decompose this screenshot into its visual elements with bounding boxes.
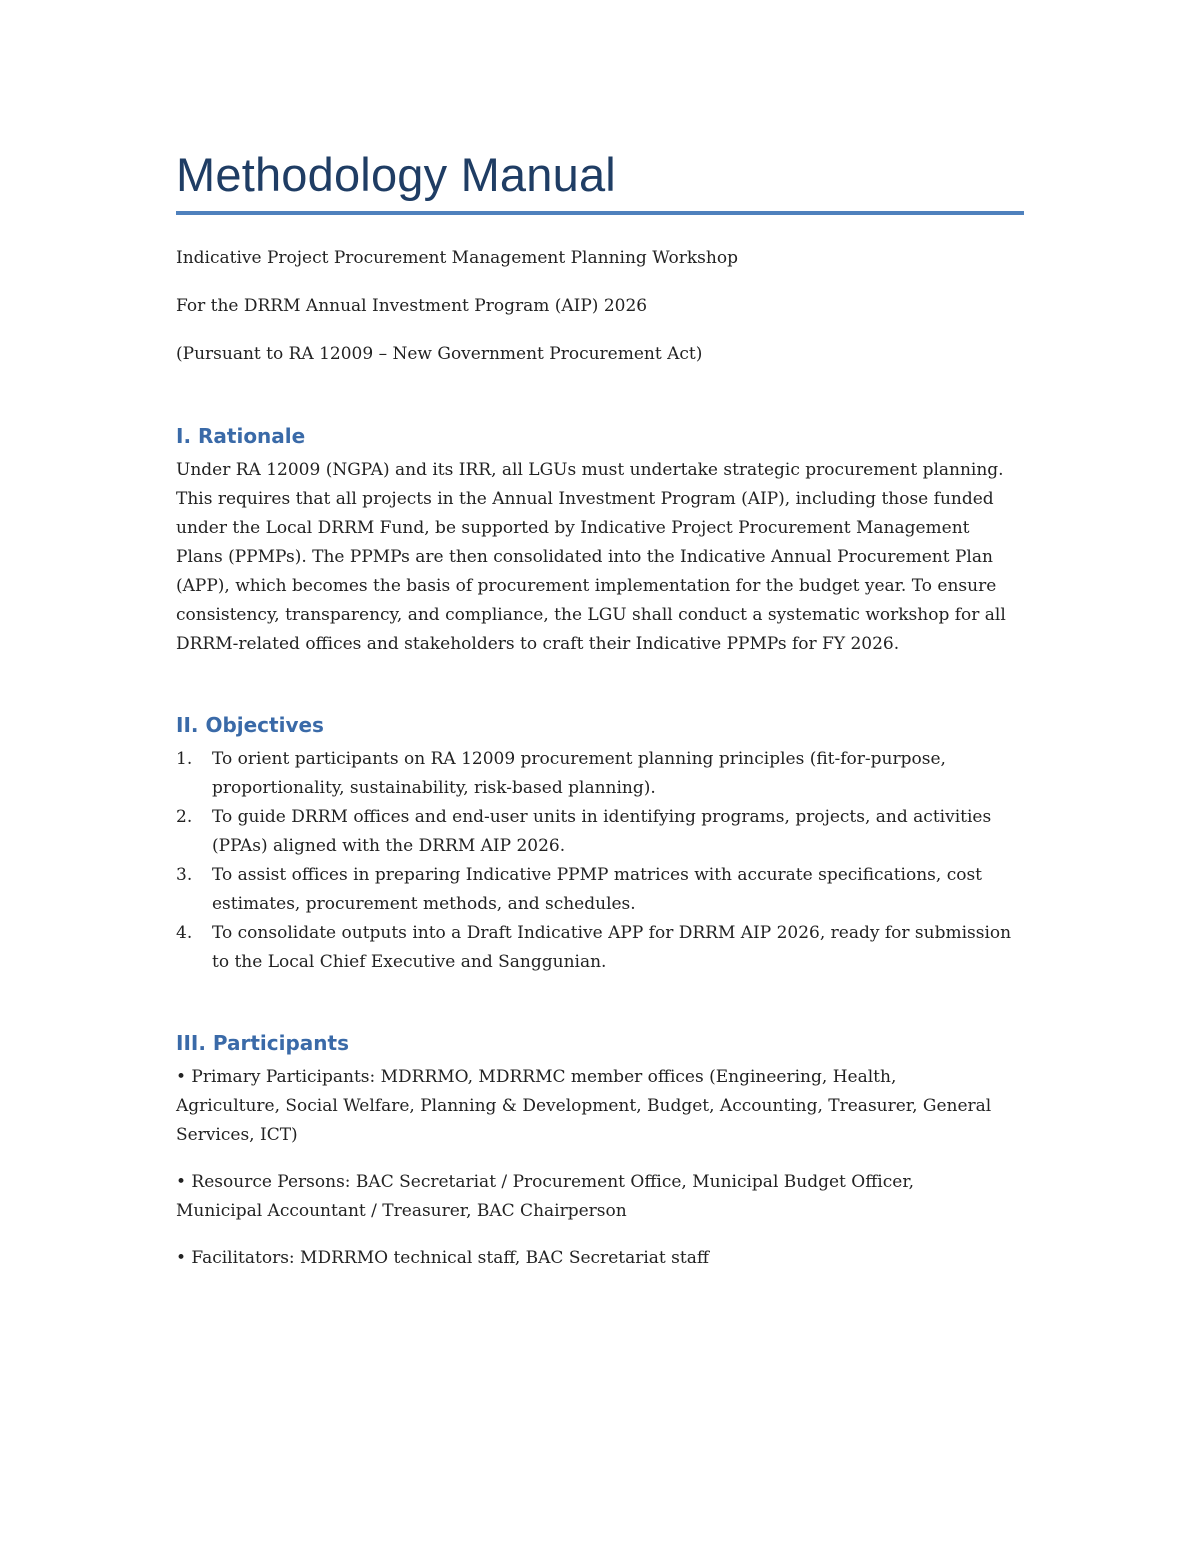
title-underline-rule xyxy=(176,211,1024,215)
participants-facilitators: • Facilitators: MDRRMO technical staff, BAC Secretariat staff xyxy=(176,1248,709,1268)
objective-item xyxy=(176,919,1022,977)
participants-resource-persons: • Resource Persons: BAC Secretariat / Procurement Office, Municipal Budget Officer, Municipal Accountant / Treasurer, BAC Chairperson xyxy=(176,1172,914,1221)
objective-number: 1. xyxy=(176,749,193,769)
participants-primary: • Primary Participants: MDRRMO, MDRRMC member offices (Engineering, Health, Agriculture, Social Welfare, Planning & Development, Budget, Accounting, Treasurer, General Services, ICT) xyxy=(176,1067,992,1145)
subtitle-legal-basis: (Pursuant to RA 12009 – New Government Procurement Act) xyxy=(176,344,703,364)
objective-text: To orient participants on RA 12009 procurement planning principles (fit-for-purpose, proportionality, sustainability, risk-based planning). xyxy=(212,749,946,798)
objective-number: 3. xyxy=(176,865,193,885)
objective-item xyxy=(176,861,1022,919)
document-content xyxy=(176,144,1024,1273)
objective-text: To assist offices in preparing Indicative PPMP matrices with accurate specifications, cost estimates, procurement methods, and schedules. xyxy=(212,865,983,914)
objectives-list xyxy=(176,745,1024,977)
rationale-paragraph: Under RA 12009 (NGPA) and its IRR, all LGUs must undertake strategic procurement planning. This requires that all projects in the Annual Investment Program (AIP), including those funded under the Local DRRM Fund, be supported by Indicative Project Procurement Management Plans (PPMPs). The PPMPs are then consolidated into the Indicative Annual Procurement Plan (APP), which becomes the basis of procurement implementation for the budget year. To ensure consistency, transparency, and compliance, the LGU shall conduct a systematic workshop for all DRRM-related offices and stakeholders to craft their Indicative PPMPs for FY 2026. xyxy=(176,460,1006,654)
objective-number: 4. xyxy=(176,923,193,943)
objective-text: To guide DRRM offices and end-user units in identifying programs, projects, and activities (PPAs) aligned with the DRRM AIP 2026. xyxy=(212,807,992,856)
objective-text: To consolidate outputs into a Draft Indicative APP for DRRM AIP 2026, ready for submission to the Local Chief Executive and Sanggunian. xyxy=(212,923,1012,972)
objective-number: 2. xyxy=(176,807,193,827)
objective-item xyxy=(176,745,1022,803)
heading-objectives: II. Objectives xyxy=(176,713,324,737)
document-title: Methodology Manual xyxy=(176,148,616,201)
objective-item xyxy=(176,803,1022,861)
heading-participants: III. Participants xyxy=(176,1031,350,1055)
subtitle-program: For the DRRM Annual Investment Program (AIP) 2026 xyxy=(176,296,648,316)
subtitle-workshop: Indicative Project Procurement Management Planning Workshop xyxy=(176,248,738,268)
heading-rationale: I. Rationale xyxy=(176,424,306,448)
